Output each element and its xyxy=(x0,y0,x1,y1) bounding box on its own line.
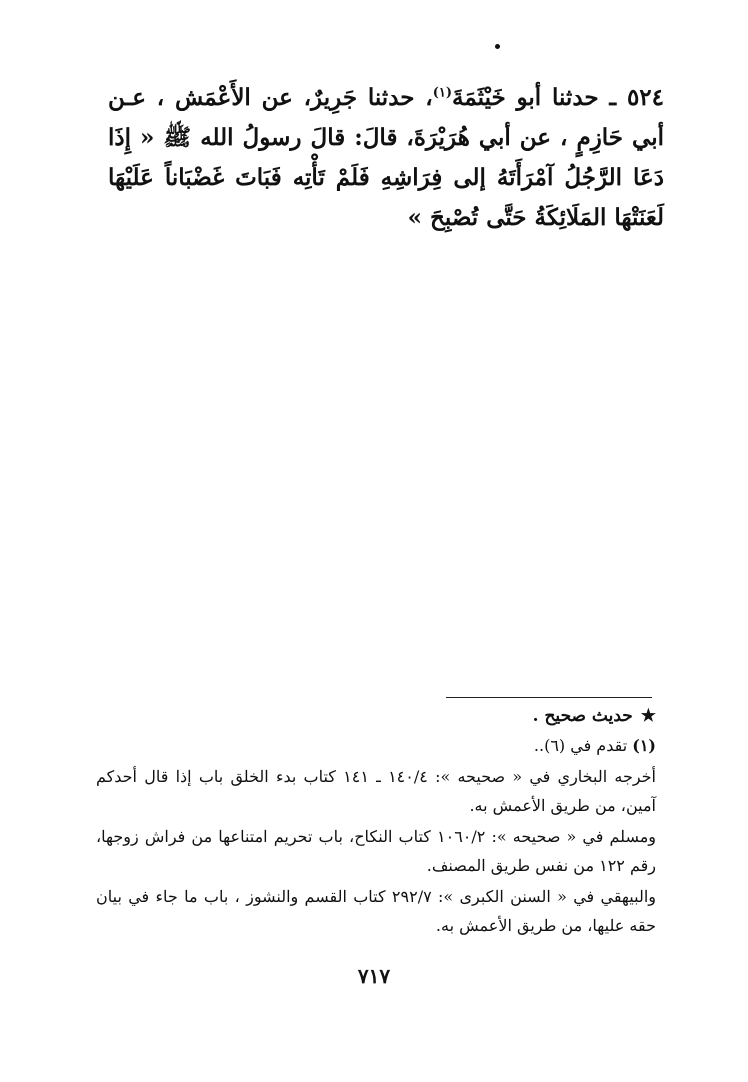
hadith-chain-start: ـ حدثنا أبو خَيْثَمَةَ xyxy=(452,84,627,111)
reference-muslim: ومسلم في « صحيحه »: ١٠٦٠/٢ كتاب النكاح، باب تحريم امتناعها من فراش زوجها، رقم ١٢٢ من نفس طريق المصنف. xyxy=(96,827,657,875)
reference-bukhari: أخرجه البخاري في « صحيحه »: ١٤٠/٤ ـ ١٤١ كتاب بدء الخلق باب إذا قال أحدكم آمين، من طريق الأعمش به. xyxy=(96,767,657,815)
footnote-separator xyxy=(446,697,652,698)
decorative-dot xyxy=(495,44,500,49)
footnotes xyxy=(96,702,656,940)
footnote-marker: (١) xyxy=(432,85,452,101)
hadith-text xyxy=(108,78,664,238)
page-number: ٧١٧ xyxy=(357,964,391,988)
reference-bayhaqi: والبيهقي في « السنن الكبرى »: ٢٩٢/٧ كتاب القسم والنشوز ، باب ما جاء في بيان حقه عليها، من طريق الأعمش به. xyxy=(96,887,657,935)
footnote-1-number: (١) xyxy=(632,736,656,755)
hadith-grade xyxy=(96,702,656,731)
grade-text: حديث صحيح . xyxy=(532,706,633,726)
hadith-number: ٥٢٤ xyxy=(626,84,664,111)
footnote-1-text: تقدم في (٦).. xyxy=(533,736,628,755)
star-icon: ★ xyxy=(640,706,656,726)
footnote-1 xyxy=(96,731,656,760)
hadith-body: ، حدثنا جَرِيرٌ، عن الأَعْمَش ، عـن أبي حَازِمٍ ، عن أبي هُرَيْرَةَ، قالَ: قالَ رسولُ الله ﷺ « إِذَا دَعَا الرَّجُلُ آمْرَأَتَهُ إلى فِرَاشِهِ فَلَمْ تَأْتِه فَبَاتَ غَضْبَاناً عَلَيْهَا لَعَنَتْهَا المَلَائِكَةُ حَتَّى تُصْبِحَ » xyxy=(108,84,664,231)
